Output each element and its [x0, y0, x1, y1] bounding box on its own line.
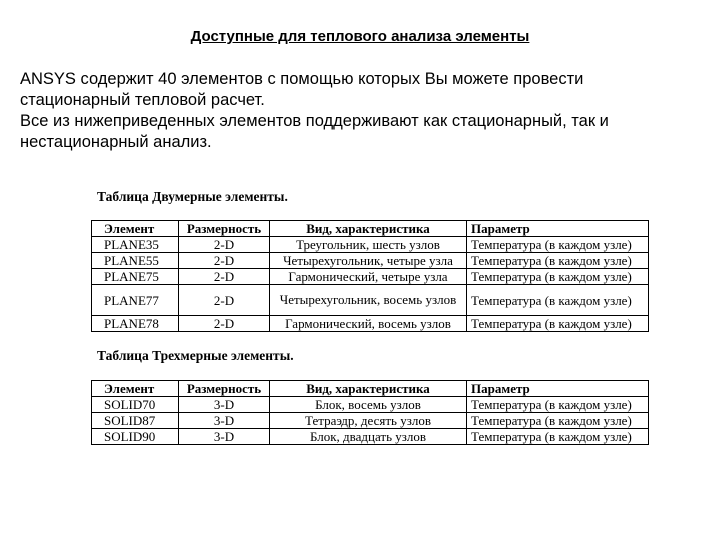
cell-parameter: Температура (в каждом узле) [467, 269, 649, 285]
page-title: Доступные для теплового анализа элементы [190, 28, 530, 45]
cell-element: PLANE78 [92, 316, 179, 332]
table-header-row [92, 221, 649, 237]
cell-type: Тетраэдр, десять узлов [270, 413, 467, 429]
cell-parameter: Температура (в каждом узле) [467, 429, 649, 445]
header-type: Вид, характеристика [270, 221, 467, 237]
table-3d-caption: Таблица Трехмерные элементы. [97, 348, 294, 363]
cell-type: Гармонический, восемь узлов [270, 316, 467, 332]
header-type: Вид, характеристика [270, 381, 467, 397]
cell-parameter: Температура (в каждом узле) [467, 413, 649, 429]
cell-parameter: Температура (в каждом узле) [467, 316, 649, 332]
table-2d [91, 220, 649, 332]
table-2d-caption: Таблица Двумерные элементы. [97, 189, 288, 204]
header-dimension: Размерность [179, 381, 270, 397]
table-row [92, 237, 649, 253]
table-header-row [92, 381, 649, 397]
cell-dimension: 2-D [179, 285, 270, 316]
cell-element: SOLID70 [92, 397, 179, 413]
cell-parameter: Температура (в каждом узле) [467, 285, 649, 316]
intro-line: нестационарный анализ. [20, 133, 212, 151]
header-parameter: Параметр [467, 221, 649, 237]
header-parameter: Параметр [467, 381, 649, 397]
table-row [92, 285, 649, 316]
header-dimension: Размерность [179, 221, 270, 237]
cell-dimension: 3-D [179, 429, 270, 445]
intro-text [20, 69, 710, 153]
intro-line: стационарный тепловой расчет. [20, 91, 265, 109]
cell-element: SOLID90 [92, 429, 179, 445]
cell-type: Гармонический, четыре узла [270, 269, 467, 285]
cell-parameter: Температура (в каждом узле) [467, 237, 649, 253]
intro-line: Все из нижеприведенных элементов поддерживают как стационарный, так и [20, 112, 609, 130]
cell-dimension: 3-D [179, 397, 270, 413]
cell-type: Четырехугольник, четыре узла [270, 253, 467, 269]
cell-dimension: 2-D [179, 237, 270, 253]
table-3d [91, 380, 649, 445]
cell-element: PLANE35 [92, 237, 179, 253]
cell-type: Блок, двадцать узлов [270, 429, 467, 445]
cell-element: PLANE75 [92, 269, 179, 285]
cell-element: SOLID87 [92, 413, 179, 429]
cell-dimension: 2-D [179, 316, 270, 332]
table-row [92, 429, 649, 445]
table-row [92, 316, 649, 332]
cell-element: PLANE55 [92, 253, 179, 269]
table-row [92, 397, 649, 413]
cell-dimension: 3-D [179, 413, 270, 429]
cell-type: Треугольник, шесть узлов [270, 237, 467, 253]
cell-parameter: Температура (в каждом узле) [467, 253, 649, 269]
table-row [92, 269, 649, 285]
cell-type: Блок, восемь узлов [270, 397, 467, 413]
table-row [92, 253, 649, 269]
table-row [92, 413, 649, 429]
cell-parameter: Температура (в каждом узле) [467, 397, 649, 413]
intro-line: ANSYS содержит 40 элементов с помощью которых Вы можете провести [20, 70, 584, 88]
header-element: Элемент [92, 381, 179, 397]
cell-element: PLANE77 [92, 285, 179, 316]
header-element: Элемент [92, 221, 179, 237]
cell-dimension: 2-D [179, 269, 270, 285]
cell-dimension: 2-D [179, 253, 270, 269]
cell-type: Четырехугольник, восемь узлов [270, 285, 467, 316]
